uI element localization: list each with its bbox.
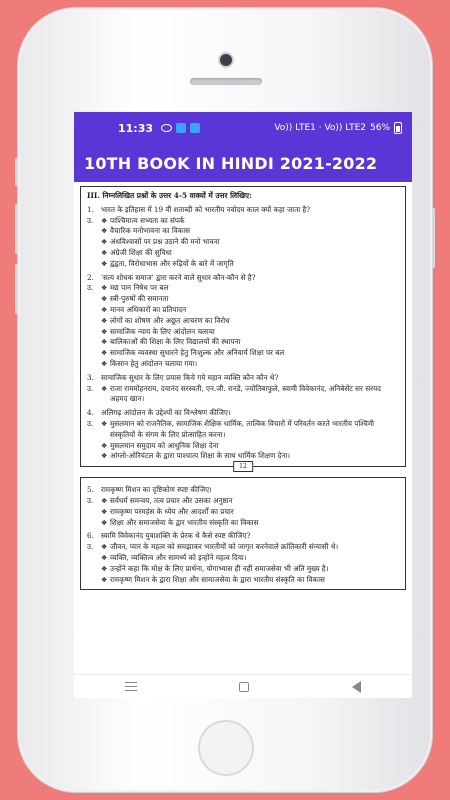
question-block-4	[87, 408, 399, 462]
bullet-mark: ❖	[101, 348, 108, 358]
bullet-mark: ❖	[101, 247, 108, 257]
app-icon	[190, 123, 200, 133]
answer-item: वैचारिक मनोभावना का विकास	[110, 226, 190, 236]
bullet-mark: ❖	[101, 337, 108, 347]
status-time: 11:33	[118, 121, 154, 135]
answer-item: रामकृष्ण मिशन के द्वारा शिक्षा और सामाजसेवा के द्वारा भारतीय संस्कृति का विकास	[110, 574, 325, 584]
answer-item: अंधविश्वासों पर प्रश्न उठाने की मनो भावना	[110, 237, 220, 247]
answer-item: राजा राममोहनराय, दयानंद सरस्वती, एन.जी. रानडे, ज्योतिबाफुले, स्वामी विवेकानंद, अनिबेसेंट सर सरयद अहमद खान।	[110, 383, 381, 404]
question-block-1	[87, 205, 399, 270]
document-page-1	[80, 186, 406, 471]
document-viewer[interactable]	[74, 182, 412, 674]
question-number: 4.	[87, 408, 94, 418]
question-number: 3.	[87, 372, 94, 382]
app-bar	[74, 144, 412, 182]
bullet-mark: ❖	[101, 215, 108, 225]
answer-item: सामाजिक व्यवस्था सुधारने हेतु निःशुल्क और अनिवार्य शिक्षा पर बल	[110, 348, 285, 358]
bullet-mark: ❖	[101, 258, 108, 268]
nav-back-button[interactable]	[352, 681, 361, 693]
answer-label: उ.	[87, 215, 94, 225]
home-button	[198, 720, 254, 776]
question-text: अलिगढ़ आंदोलन के उद्देश्यों का विश्लेषण कीजिए।	[101, 408, 231, 418]
document-page-2	[80, 477, 406, 590]
phone-frame	[18, 8, 432, 792]
answer-item: आंग्लो-ओरियंटल के द्वारा पाश्चात्य शिक्षा के साथ धार्मिक शिक्षण देना।	[110, 451, 290, 461]
home-icon	[239, 682, 249, 692]
bullet-mark: ❖	[101, 326, 108, 336]
bullet-mark: ❖	[101, 226, 108, 236]
question-text: रामकृष्ण मिशन का दृष्टिकोण स्पष्ट कीजिए।	[101, 485, 212, 495]
bullet-mark: ❖	[101, 358, 108, 368]
answer-item: सामाजिक न्याय के लिए आंदोलन चलाया	[110, 326, 215, 336]
answer-item: किसान हेतु आंदोलन चलाया गया।	[110, 358, 198, 368]
answer-item: उन्होंने कहा कि मोक्ष के लिए प्रार्थना, योगाभ्यास ही नहीं समाजसेवा भी अति मुख्य है।	[110, 563, 329, 573]
status-bar	[74, 112, 412, 144]
question-block-2	[87, 273, 399, 370]
answer-item: पाश्चिमात्य सभ्यता का संपर्क	[110, 215, 185, 225]
question-block-3	[87, 373, 399, 405]
recent-apps-button[interactable]	[125, 682, 137, 691]
bullet-mark: ❖	[101, 237, 108, 247]
answer-item: स्त्री-पुरुषों की समानता	[110, 294, 169, 304]
question-text: 'सत्य शोधक समाज' द्वारा करने वाले सुधार कौन-कौन से है?	[101, 272, 256, 282]
answer-item: मुसलमान समुदाय को आधुनिक शिक्षा देना	[110, 440, 219, 450]
answer-item: द्वंद्वता, विरोधाभास और रुढ़ियों के बारे में जागृति	[110, 258, 234, 268]
app-icon	[176, 123, 186, 133]
power-button	[432, 208, 435, 268]
question-number: 2.	[87, 272, 94, 282]
bullet-mark: ❖	[101, 418, 108, 428]
answer-item: मानव अधिकारों का प्रतिपादन	[110, 304, 187, 314]
answer-item: व्यक्ति, व्यक्तित्व और सामर्थ्य को इन्होंने महत्व दिया।	[110, 552, 247, 562]
answer-item: सर्वधर्म समन्वय, तत्व प्रचार और उसका अनुष्ठान	[110, 495, 233, 505]
bullet-mark: ❖	[101, 574, 108, 584]
battery-percent: 56%	[369, 123, 390, 133]
signal-text: Vo)) LTE1 · Vo)) LTE2	[274, 123, 366, 133]
nav-home-button[interactable]	[239, 682, 249, 692]
bullet-mark: ❖	[101, 542, 108, 552]
app-title: 10TH BOOK IN HINDI 2021-2022	[84, 153, 378, 173]
answer-item: बालिकाओं की शिक्षा के लिए विद्यालयों की स्थापना	[110, 337, 241, 347]
answer-item: लोगों का शोषण और अछूत आचरण का विरोध	[110, 315, 230, 325]
bullet-mark: ❖	[101, 294, 108, 304]
bullet-mark: ❖	[101, 304, 108, 314]
back-icon	[352, 681, 361, 693]
section-heading: III. निम्नलिखित प्रश्नों के उत्तर 4-5 वाक्यों में उत्तर लिखिए:	[87, 191, 252, 200]
question-number: 1.	[87, 204, 94, 214]
answer-item: जीवन, प्यार के महत्व को समझाकर भारतीयों को जागृत करनेवाले क्रांतिकारी संन्यासी थे।	[110, 542, 339, 552]
question-text: सामाजिक सुधार के लिए प्रयास किये गये महान व्यक्ति कौन कौन थे?	[101, 372, 279, 382]
bullet-mark: ❖	[101, 552, 108, 562]
answer-item: अंग्रेजी शिक्षा की सुविधा	[110, 247, 172, 257]
menu-icon	[125, 682, 137, 691]
bullet-mark: ❖	[101, 495, 108, 505]
android-nav-bar	[74, 674, 412, 698]
page-number: 12	[233, 461, 253, 472]
battery-icon	[394, 122, 402, 134]
bullet-mark: ❖	[101, 440, 108, 450]
bullet-mark: ❖	[101, 451, 108, 461]
question-number: 5.	[87, 485, 94, 495]
bullet-mark: ❖	[101, 283, 108, 293]
front-camera	[220, 54, 232, 66]
bullet-mark: ❖	[101, 315, 108, 325]
question-number: 6.	[87, 531, 94, 541]
phone-screen	[74, 112, 412, 698]
question-text: स्वामि विवेकानंद युवाशक्ति के प्रेरक थे कैसे स्पष्ट कीजिए?	[101, 531, 251, 541]
answer-label: उ.	[87, 418, 94, 428]
volume-up-button	[15, 204, 18, 254]
bullet-mark: ❖	[101, 517, 108, 527]
status-right	[274, 122, 402, 134]
bullet-mark: ❖	[101, 383, 108, 393]
answer-label: उ.	[87, 495, 94, 505]
bullet-mark: ❖	[101, 563, 108, 573]
question-block-6	[87, 531, 399, 585]
answer-item: मुसलमान को राजनैतिक, सामाजिक शैक्षिक धार्मिक, तात्विक विचारों में परिवर्तन करते भारतीय पश्चिमी संस्कृतियों के संगम के लिए प्रोत्साहित करना।	[110, 418, 374, 439]
mute-switch	[15, 158, 18, 186]
bullet-mark: ❖	[101, 506, 108, 516]
answer-item: शिक्षा और समाजसेवा के द्वार भारतीय संस्कृति का विकास	[110, 517, 259, 527]
answer-label: उ.	[87, 383, 94, 393]
answer-item: मद्य पान निषेध पर बल	[110, 283, 169, 293]
answer-label: उ.	[87, 283, 94, 293]
question-text: भारत के इतिहास में 19 वीं शताब्दी को भारतीय नवोदय काल क्यों कहा जाता है?	[101, 204, 311, 214]
question-block-5	[87, 485, 399, 528]
eye-icon	[161, 124, 172, 132]
volume-down-button	[15, 264, 18, 314]
answer-item: रामकृष्ण परमहंस के ध्येय और आदर्शों का प्रचार	[110, 506, 234, 516]
answer-label: उ.	[87, 542, 94, 552]
earpiece-speaker	[190, 78, 262, 85]
